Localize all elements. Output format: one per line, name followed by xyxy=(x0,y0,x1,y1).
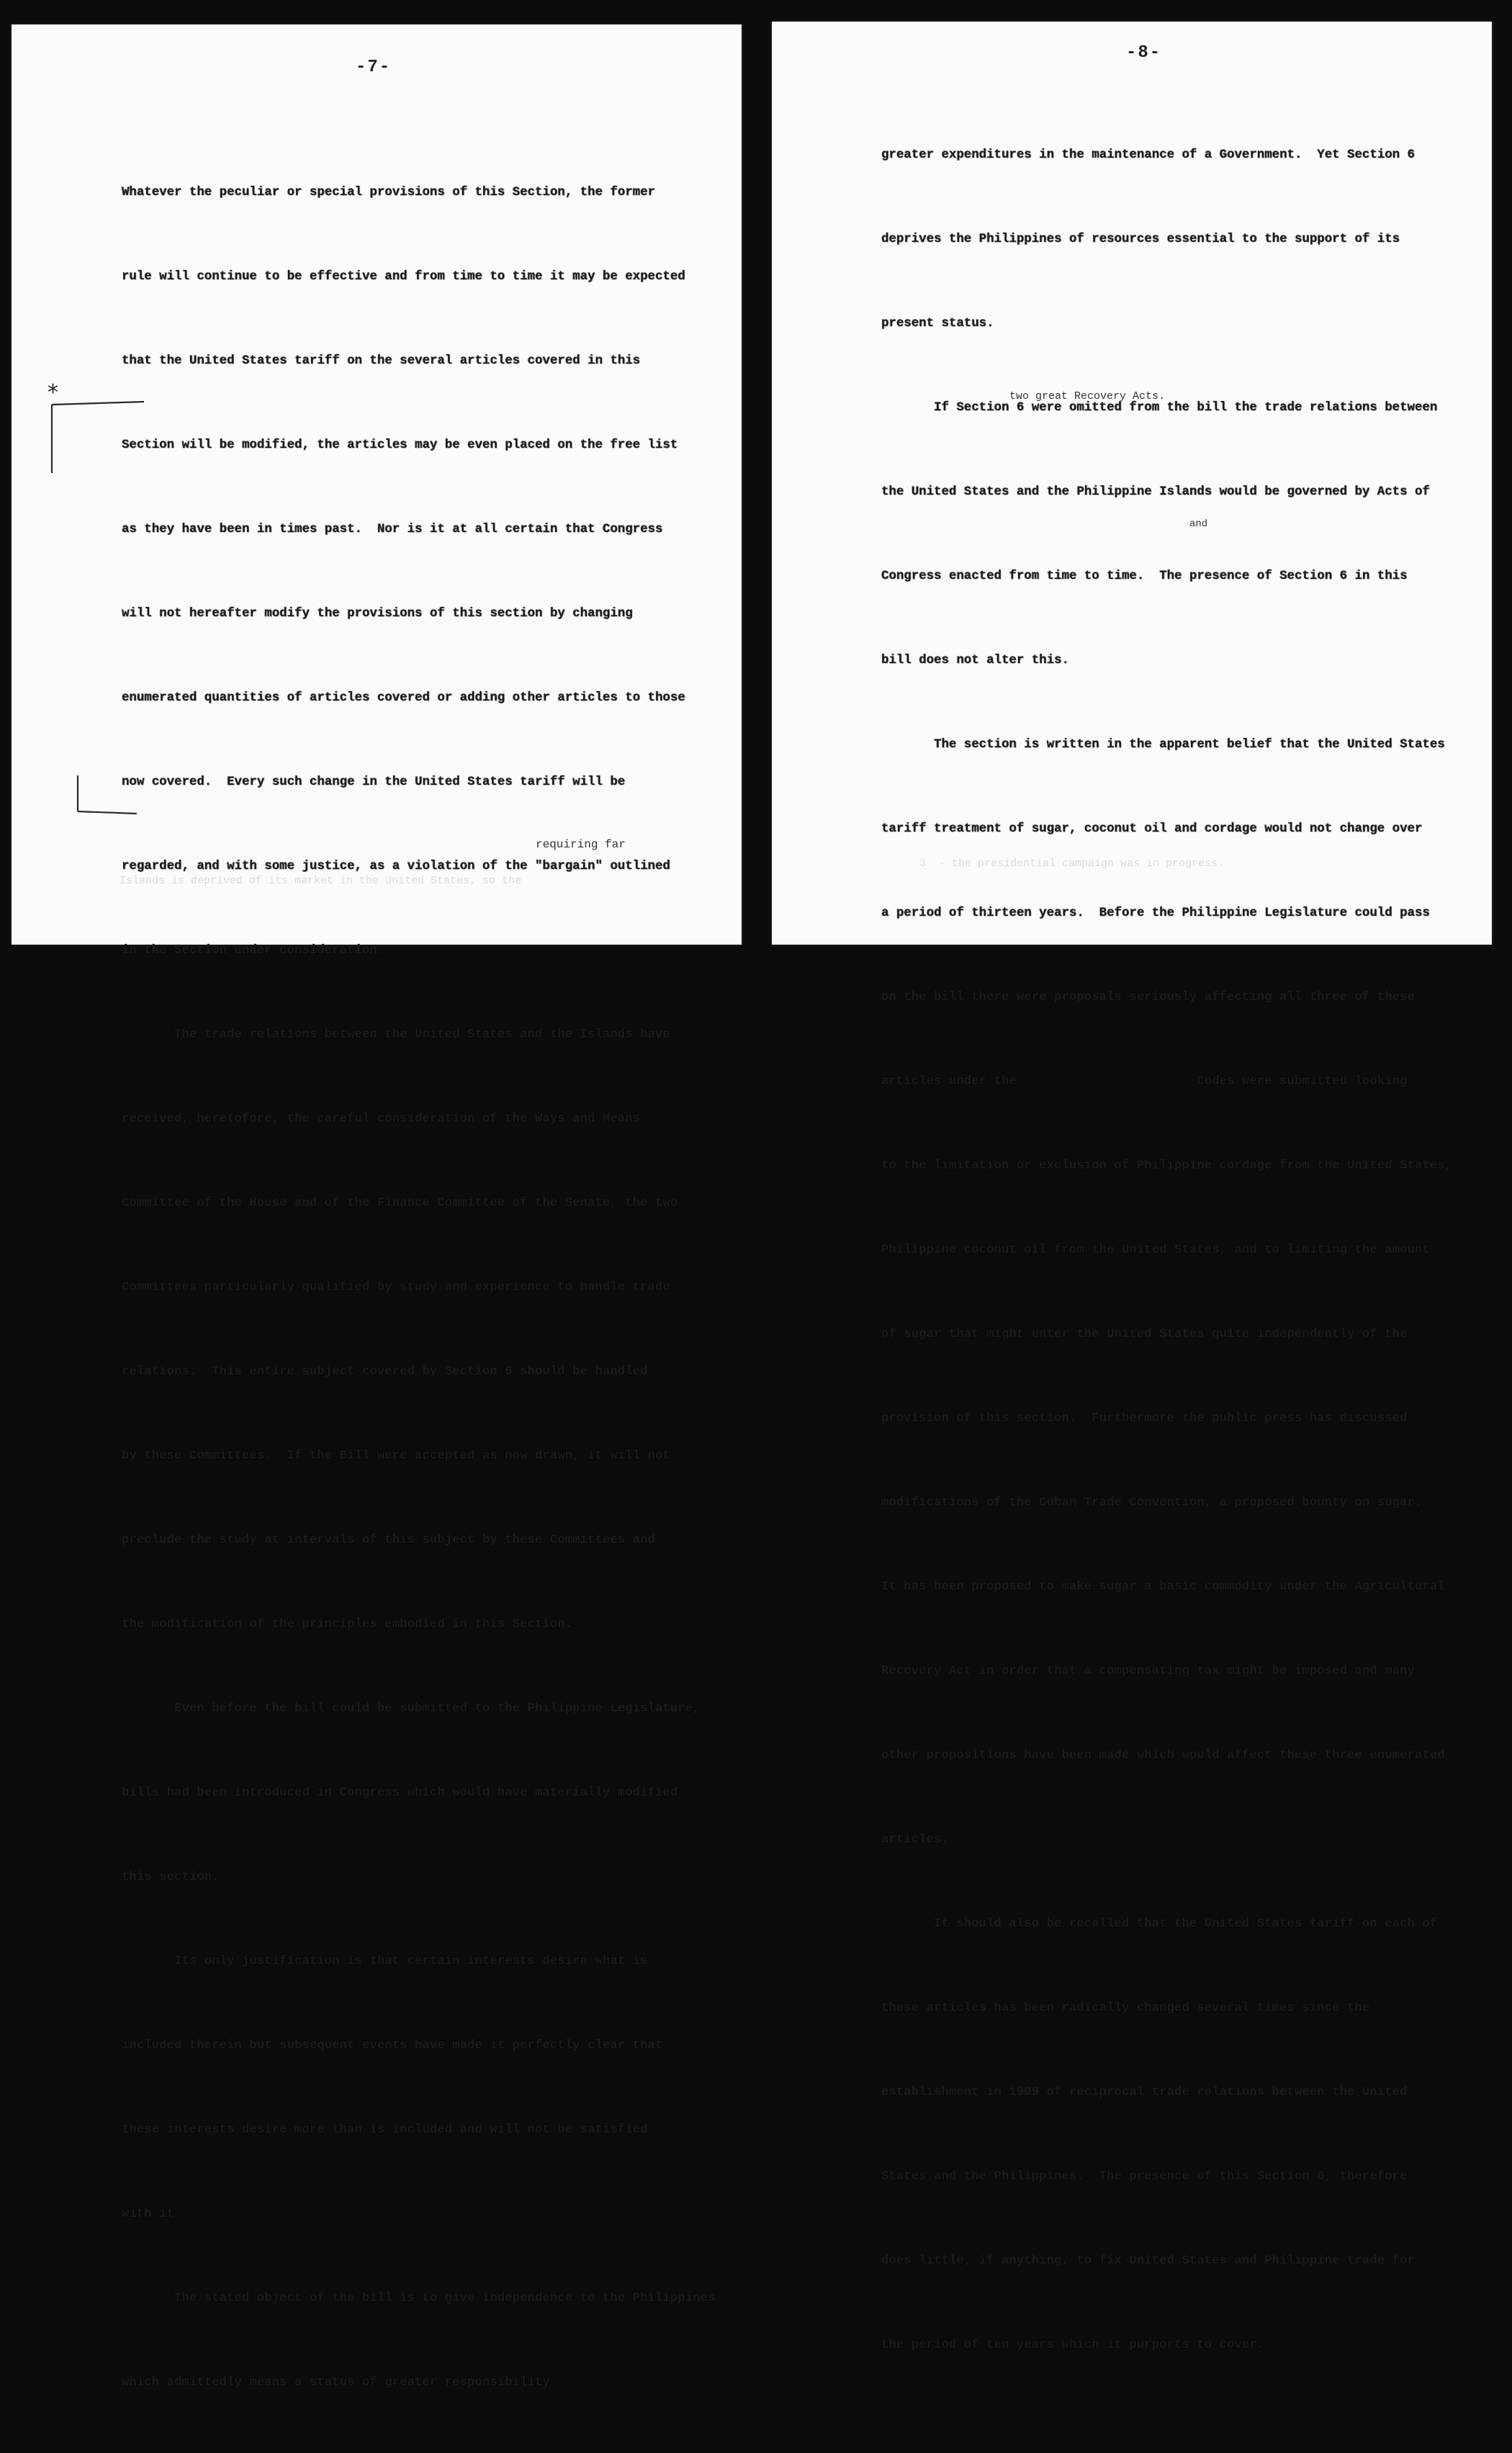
text-line: Even before the bill could be submitted to the Philippine Legislature, xyxy=(122,1702,701,1716)
body-text-left xyxy=(122,122,715,2453)
text-line: in the Section under consideration. xyxy=(122,944,385,958)
page-number-right: -8- xyxy=(1126,43,1162,63)
typed-insertion-recovery-acts: two great Recovery Acts. xyxy=(1009,390,1166,402)
page-right xyxy=(772,22,1492,2352)
text-line: bill does not alter this. xyxy=(881,654,1069,667)
text-line: Committees particularly qualified by study and experience to handle trade xyxy=(122,1281,670,1295)
text-line: tariff treatment of sugar, coconut oil and cordage would not change over xyxy=(881,822,1423,836)
bleed-through-text-right: 3 - the presidential campaign was in progress. xyxy=(919,858,1225,870)
text-line: the modification of the principles embodied in this Section. xyxy=(122,1618,573,1631)
text-line: preclude the study at intervals of this subject by these Committees and xyxy=(122,1534,655,1547)
text-line: Committee of the House and of the Finance Committee of the Senate, the two xyxy=(122,1197,678,1210)
text-line: that the United States tariff on the several articles covered in this xyxy=(122,354,641,368)
text-line: It has been proposed to make sugar a basic commodity under the Agricultural xyxy=(881,1580,1445,1594)
text-line: does little, if anything, to fix United States and Philippine trade for xyxy=(881,2254,1415,2268)
text-line: regarded, and with some justice, as a violation of the "bargain" outlined xyxy=(122,860,670,873)
text-line: of sugar that might enter the United States quite independently of the xyxy=(881,1328,1408,1341)
bleed-through-text-left: Islands is deprived of its market in the United States, so the xyxy=(120,875,522,887)
text-line: Recovery Act in order that a compensating tax might be imposed and many xyxy=(881,1665,1415,1678)
text-line: which admittedly means a status of greater responsibility xyxy=(122,2376,550,2390)
text-line: Whatever the peculiar or special provisions of this Section, the former xyxy=(122,186,655,199)
text-line: the United States and the Philippine Islands would be governed by Acts of xyxy=(881,485,1430,499)
text-line: as they have been in times past. Nor is it at all certain that Congress xyxy=(122,523,663,536)
text-line: deprives the Philippines of resources essential to the support of its xyxy=(881,233,1400,246)
text-line: a period of thirteen years. Before the Philippine Legislature could pass xyxy=(881,906,1430,920)
text-line: rule will continue to be effective and from time to time it may be expected xyxy=(122,270,685,284)
text-line: on the bill there were proposals seriously affecting all three of these xyxy=(881,991,1415,1004)
text-line: If Section 6 were omitted from the bill the trade relations between xyxy=(881,401,1438,415)
text-line: present status. xyxy=(881,317,994,330)
text-line: modifications of the Cuban Trade Convention, a proposed bounty on sugar. xyxy=(881,1496,1423,1510)
text-line: this section. xyxy=(122,1871,220,1884)
typed-insertion-and: and xyxy=(1189,518,1208,530)
text-line: establishment in 1909 of reciprocal trade relations between the United xyxy=(881,2086,1408,2099)
text-line: articles under the Codes were submitted looking xyxy=(881,1075,1408,1089)
text-line: received, heretofore, the careful consideration of the Ways and Means xyxy=(122,1112,641,1126)
text-line: enumerated quantities of articles covered or adding other articles to those xyxy=(122,691,685,705)
text-line: the period of ten years which it purports to cover. xyxy=(881,2339,1265,2352)
text-line: greater expenditures in the maintenance of a Government. Yet Section 6 xyxy=(881,148,1415,162)
text-line: provision of this section. Furthermore the public press has discussed xyxy=(881,1412,1408,1426)
page-number-left: -7- xyxy=(356,58,392,77)
text-line: bills had been introduced in Congress which would have materially modified xyxy=(122,1786,678,1800)
text-line: Congress enacted from time to time. The presence of Section 6 in this xyxy=(881,570,1408,583)
text-line: relations. This entire subject covered by Section 6 should be handled xyxy=(122,1365,648,1379)
text-line: Section will be modified, the articles may be even placed on the free list xyxy=(122,438,678,452)
text-line: articles. xyxy=(881,1833,949,1847)
text-line: other propositions have been made which would affect these three enumerated xyxy=(881,1749,1445,1763)
text-line: these interests desire more than is included and will not be satisfied xyxy=(122,2123,648,2137)
text-line: The trade relations between the United States and the Islands have xyxy=(122,1028,670,1042)
text-line: It should also be recalled that the United States tariff on each of xyxy=(881,1917,1438,1931)
text-line: these articles has been radically changed several times since the xyxy=(881,2002,1370,2015)
body-text-right xyxy=(881,85,1452,2416)
text-line: included therein but subsequent events have made it perfectly clear that xyxy=(122,2039,663,2053)
text-line: The section is written in the apparent belief that the United States xyxy=(881,738,1445,752)
typed-insertion-requiring: requiring far xyxy=(536,838,626,851)
text-line: Philippine coconut oil from the United States, and to limiting the amount xyxy=(881,1243,1430,1257)
text-line: now covered. Every such change in the United States tariff will be xyxy=(122,775,626,789)
margin-bracket-mark xyxy=(36,376,151,808)
text-line: with it. xyxy=(122,2207,182,2221)
asterisk-mark: * xyxy=(48,380,58,405)
text-line: by these Committees. If the Bill were accepted as now drawn, it will not xyxy=(122,1449,670,1463)
text-line: States and the Philippines. The presence of this Section 6, therefore xyxy=(881,2170,1408,2184)
text-line: The stated object of the bill is to give independence to the Philippines xyxy=(122,2292,716,2305)
text-line: to the limitation or exclusion of Philippine cordage from the United States, xyxy=(881,1159,1453,1173)
text-line: Its only justification is that certain interests desire what is xyxy=(122,1955,648,1968)
text-line: will not hereafter modify the provisions of this section by changing xyxy=(122,607,633,621)
